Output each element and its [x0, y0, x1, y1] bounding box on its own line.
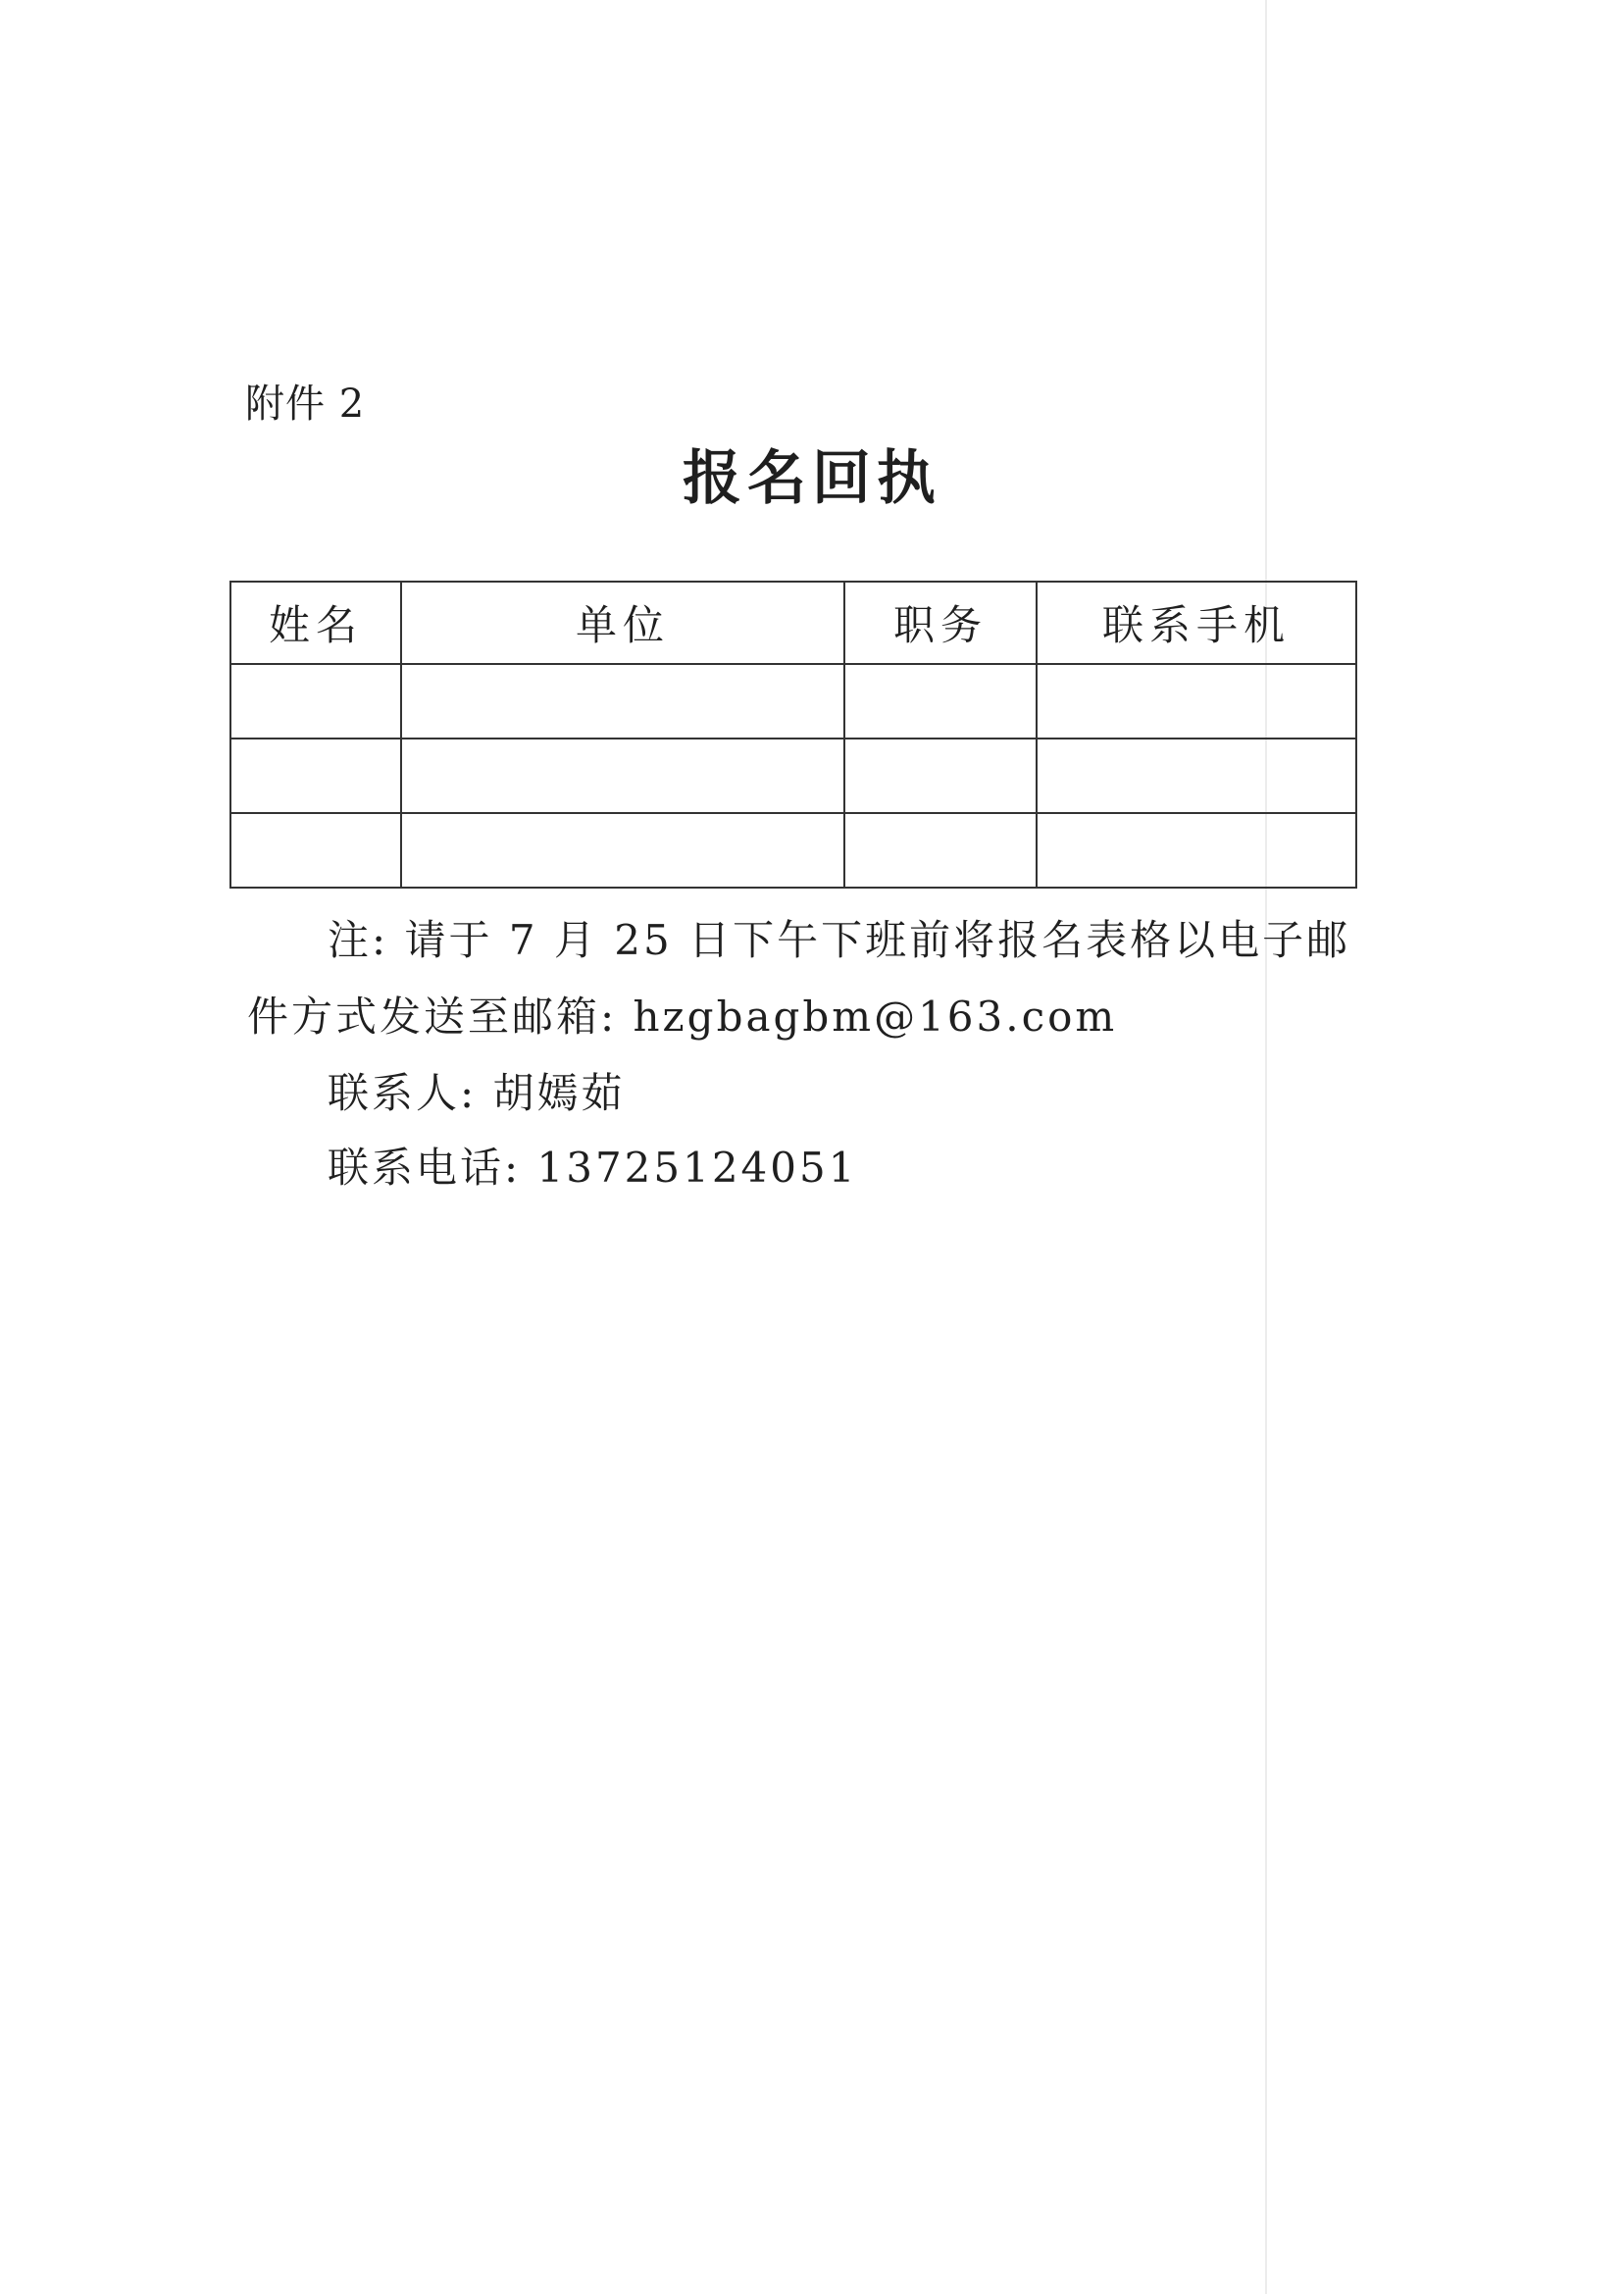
contact-person: 联系人: 胡嫣茹: [328, 1069, 626, 1117]
column-header-name: 姓名: [230, 582, 401, 664]
column-header-position: 职务: [844, 582, 1037, 664]
cell-mobile[interactable]: [1037, 664, 1356, 739]
cell-mobile[interactable]: [1037, 739, 1356, 813]
cell-unit[interactable]: [401, 664, 844, 739]
table-header-row: [230, 582, 1356, 664]
cell-position[interactable]: [844, 739, 1037, 813]
submission-note: 注: 请于 7 月 25 日下午下班前将报名表格以电子邮件方式发送至邮箱: hzgbagbm@163.com: [247, 916, 1351, 1041]
cell-unit[interactable]: [401, 813, 844, 888]
column-header-mobile: 联系手机: [1037, 582, 1356, 664]
cell-unit[interactable]: [401, 739, 844, 813]
cell-name[interactable]: [230, 813, 401, 888]
table-row: [230, 813, 1356, 888]
contact-phone: 联系电话: 13725124051: [328, 1144, 858, 1192]
table-row: [230, 664, 1356, 739]
cell-name[interactable]: [230, 664, 401, 739]
cell-name[interactable]: [230, 739, 401, 813]
cell-position[interactable]: [844, 813, 1037, 888]
cell-mobile[interactable]: [1037, 813, 1356, 888]
table-row: [230, 739, 1356, 813]
page-fold-line: [1265, 0, 1267, 2294]
page-title: 报名回执: [683, 444, 941, 513]
registration-table: [229, 581, 1357, 889]
column-header-unit: 单位: [401, 582, 844, 664]
attachment-label: 附件 2: [245, 382, 366, 427]
cell-position[interactable]: [844, 664, 1037, 739]
